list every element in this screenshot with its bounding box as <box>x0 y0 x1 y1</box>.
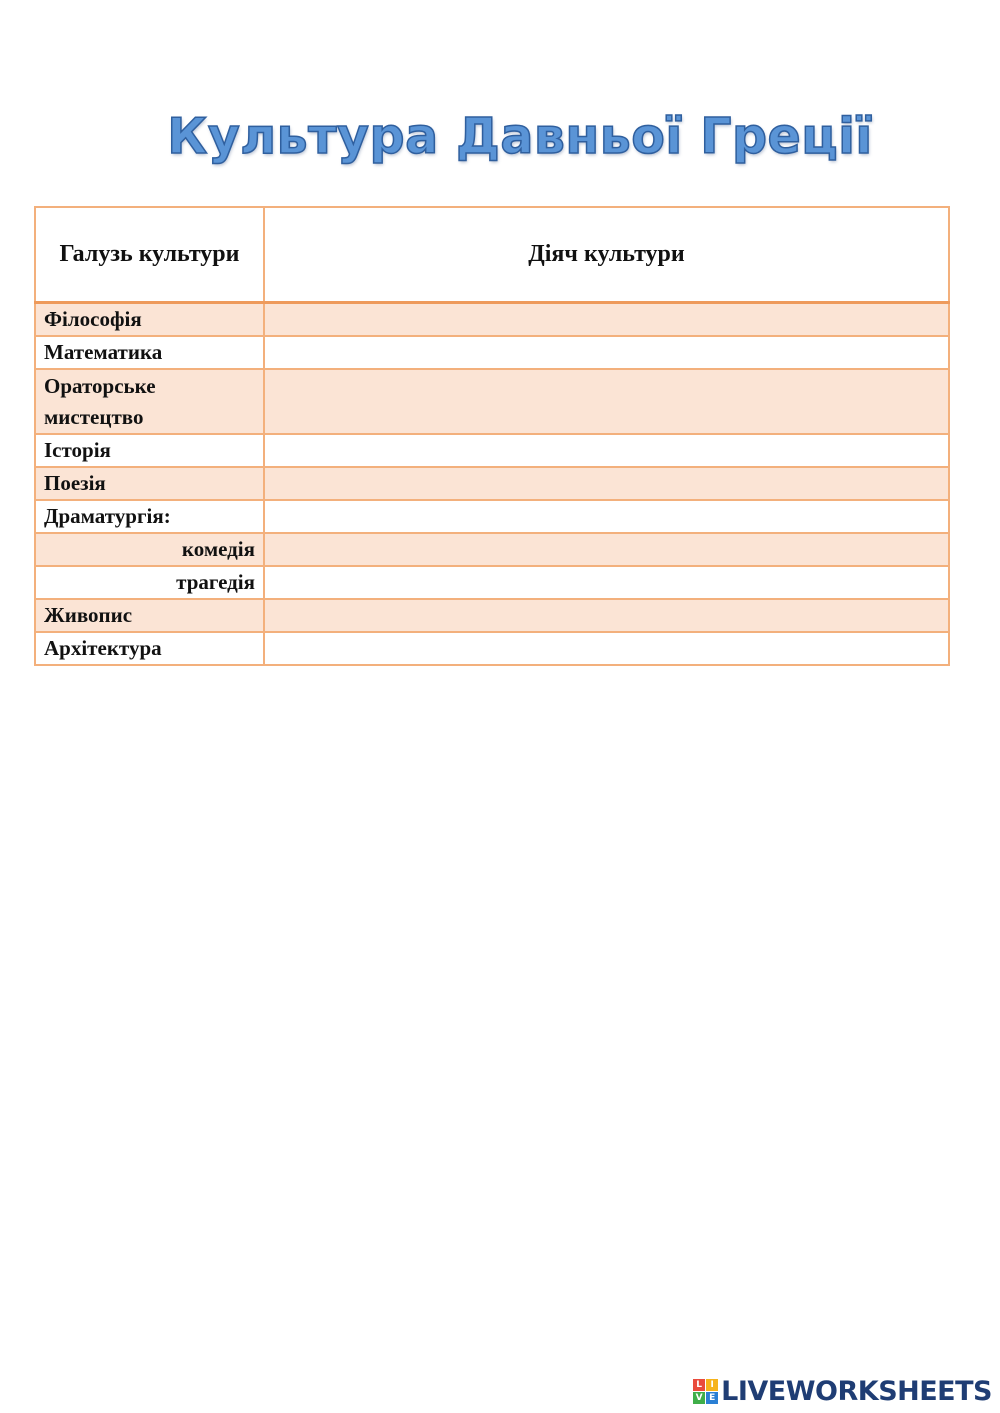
answer-field-oratory[interactable] <box>264 369 949 434</box>
brand-name: LIVEWORKSHEETS <box>721 1376 992 1407</box>
table-header-row <box>35 207 949 303</box>
table-row <box>35 467 949 500</box>
column-header-figure: Діяч культури <box>264 207 949 303</box>
table-row <box>35 369 949 434</box>
answer-field-mathematics[interactable] <box>264 336 949 369</box>
table-row <box>35 434 949 467</box>
answer-field-tragedy[interactable] <box>264 566 949 599</box>
answer-field-comedy[interactable] <box>264 533 949 566</box>
liveworksheets-brand <box>693 1376 992 1407</box>
logo-letter: V <box>693 1392 705 1404</box>
table-row <box>35 566 949 599</box>
row-label-philosophy: Філософія <box>35 303 264 337</box>
live-logo-icon <box>693 1379 718 1404</box>
row-label-poetry: Поезія <box>35 467 264 500</box>
row-label-oratory: Ораторське мистецтво <box>35 369 264 434</box>
logo-letter: E <box>706 1392 718 1404</box>
row-label-history: Історія <box>35 434 264 467</box>
row-label-painting: Живопис <box>35 599 264 632</box>
row-label-comedy: комедія <box>35 533 264 566</box>
table-row <box>35 533 949 566</box>
answer-field-drama[interactable] <box>264 500 949 533</box>
row-label-drama: Драматургія: <box>35 500 264 533</box>
answer-field-painting[interactable] <box>264 599 949 632</box>
culture-table <box>34 206 950 666</box>
answer-field-poetry[interactable] <box>264 467 949 500</box>
table-row <box>35 632 949 665</box>
table-row <box>35 303 949 337</box>
row-label-mathematics: Математика <box>35 336 264 369</box>
row-label-tragedy: трагедія <box>35 566 264 599</box>
logo-letter: I <box>706 1379 718 1391</box>
page-title: Культура Давньої Греції <box>167 108 873 165</box>
table-row <box>35 336 949 369</box>
column-header-field: Галузь культури <box>35 207 264 303</box>
table-row <box>35 500 949 533</box>
answer-field-philosophy[interactable] <box>264 303 949 337</box>
answer-field-history[interactable] <box>264 434 949 467</box>
row-label-architecture: Архітектура <box>35 632 264 665</box>
answer-field-architecture[interactable] <box>264 632 949 665</box>
logo-letter: L <box>693 1379 705 1391</box>
table-row <box>35 599 949 632</box>
